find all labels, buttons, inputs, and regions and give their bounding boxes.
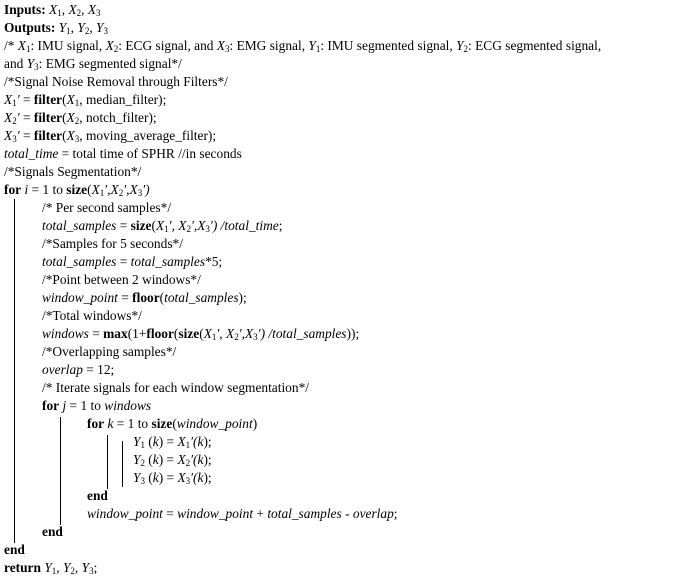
line-segment: = — [162, 506, 178, 521]
line-segment: , notch_filter); — [79, 110, 157, 125]
line-segment: ′) / — [209, 218, 225, 233]
line-segment: Y — [62, 560, 71, 575]
line-segment: Y — [58, 20, 67, 35]
algorithm-line — [4, 541, 25, 559]
line-segment: 1 — [51, 566, 57, 576]
algorithm-line — [42, 379, 309, 397]
line-segment: floor — [146, 326, 174, 341]
line-segment: k — [152, 452, 159, 467]
line-segment: X — [177, 470, 186, 485]
line-segment: window_point — [177, 506, 254, 521]
line-segment: 2 — [74, 116, 80, 126]
line-segment: 1 — [66, 26, 71, 36]
line-segment: X — [66, 110, 75, 125]
line-segment: 3 — [74, 134, 80, 144]
line-segment: return — [4, 560, 41, 575]
line-segment: X — [178, 218, 187, 233]
line-segment: 2 — [140, 458, 145, 468]
line-segment: 3 — [205, 224, 210, 234]
line-segment: Y — [44, 560, 52, 575]
line-segment: size — [66, 182, 88, 197]
algorithm-line — [87, 415, 257, 433]
line-segment: end — [4, 542, 25, 557]
line-segment: filter — [33, 92, 63, 107]
line-segment: and — [4, 56, 27, 71]
line-segment: ) = — [158, 434, 178, 449]
line-segment: end — [42, 524, 63, 539]
algorithm-line — [42, 325, 359, 343]
line-segment: 3 — [137, 188, 143, 198]
line-segment: X — [17, 38, 26, 53]
line-segment: ′) — [142, 182, 150, 197]
line-segment: /*Signal Noise Removal through Filters*/ — [4, 74, 228, 89]
line-segment: ′, — [168, 218, 179, 233]
line-segment: 1 — [185, 440, 191, 450]
line-segment: 2 — [76, 8, 82, 18]
line-segment: 3 — [140, 476, 145, 486]
line-segment: - — [341, 506, 353, 521]
line-segment: , — [70, 20, 78, 35]
line-segment: ( — [151, 218, 156, 233]
line-segment: + — [253, 506, 268, 521]
line-segment: , — [81, 2, 88, 17]
line-segment: window_point — [176, 416, 253, 431]
algorithm-line — [42, 271, 201, 289]
algorithm-line — [42, 199, 171, 217]
line-segment: : EMG signal, — [229, 38, 309, 53]
line-segment: 3 — [96, 8, 101, 18]
algorithm-line — [42, 361, 114, 379]
line-segment: k — [197, 434, 204, 449]
line-segment: 1 — [57, 8, 62, 18]
line-segment: total_samples — [42, 254, 117, 269]
line-segment: X — [226, 326, 235, 341]
line-segment: overlap — [42, 362, 83, 377]
line-segment: 1 — [12, 98, 17, 108]
line-segment: Inputs: — [4, 2, 46, 17]
line-segment: X — [66, 128, 75, 143]
algorithm-line — [42, 397, 151, 415]
line-segment: ); — [203, 452, 212, 467]
algorithm-line — [42, 289, 247, 307]
line-segment: ′ — [16, 92, 20, 107]
line-segment: total_time — [224, 218, 279, 233]
line-segment: (1+ — [127, 326, 147, 341]
line-segment: ( — [144, 452, 153, 467]
algorithm-line — [4, 19, 108, 37]
algorithm-line — [42, 217, 282, 235]
for-j-scope-bar — [60, 417, 61, 525]
line-segment: Y — [308, 38, 316, 53]
line-segment: = — [117, 290, 133, 305]
line-segment: total_samples — [164, 290, 239, 305]
line-segment: Y — [133, 434, 141, 449]
line-segment: filter — [33, 110, 63, 125]
line-segment: k — [152, 434, 159, 449]
algorithm-line — [4, 37, 601, 55]
line-segment: total_time — [4, 146, 59, 161]
line-segment: floor — [132, 290, 160, 305]
line-segment: ( — [173, 326, 179, 341]
line-segment: *5; — [205, 254, 223, 269]
line-segment: ( — [62, 92, 67, 107]
line-segment: Y — [456, 38, 464, 53]
line-segment: 2 — [185, 458, 191, 468]
line-segment: /*Point between 2 windows*/ — [42, 272, 201, 287]
algorithm-line — [4, 181, 150, 199]
line-segment: X — [66, 92, 75, 107]
algorithm-line — [42, 253, 222, 271]
algorithm-line — [133, 451, 212, 469]
line-segment: Y — [133, 452, 141, 467]
line-segment: ) = — [158, 452, 178, 467]
line-segment: /* Per second samples*/ — [42, 200, 172, 215]
line-segment: 2 — [234, 332, 239, 342]
line-segment: end — [87, 488, 108, 503]
line-segment: Y — [96, 20, 104, 35]
line-segment: = 1 to — [66, 398, 105, 413]
line-segment: = 12; — [82, 362, 115, 377]
line-segment: 3 — [185, 476, 191, 486]
line-segment: ; — [278, 218, 283, 233]
line-segment: ); — [203, 434, 212, 449]
line-segment: X — [203, 326, 212, 341]
line-segment: k — [197, 452, 204, 467]
line-segment: , moving_average_filter); — [79, 128, 217, 143]
line-segment: ( — [62, 128, 67, 143]
line-segment: X — [216, 38, 226, 53]
line-segment: j — [62, 398, 67, 413]
line-segment: 1 — [140, 440, 145, 450]
line-segment: total_samples — [130, 254, 206, 269]
line-segment: for — [4, 182, 22, 197]
line-segment: ′, — [123, 182, 130, 197]
line-segment: ; — [93, 560, 98, 575]
line-segment: filter — [33, 128, 63, 143]
line-segment: ′ — [16, 128, 20, 143]
line-segment: ′, — [216, 326, 226, 341]
algorithm-line — [42, 307, 142, 325]
line-segment: 3 — [103, 26, 108, 36]
line-segment: = 1 to — [28, 182, 67, 197]
line-segment: X — [155, 218, 165, 233]
line-segment: , — [56, 560, 63, 575]
line-segment: 1 — [211, 332, 217, 342]
line-segment: total_samples — [267, 506, 342, 521]
line-segment: ( — [172, 416, 177, 431]
line-segment: : IMU signal, — [30, 38, 106, 53]
line-segment: X — [110, 182, 119, 197]
line-segment: ′, — [238, 326, 245, 341]
line-segment: /*Total windows*/ — [42, 308, 142, 323]
for-i-scope-bar — [14, 199, 15, 543]
line-segment: X — [177, 434, 186, 449]
line-segment: X — [4, 92, 13, 107]
line-segment: i — [24, 182, 29, 197]
line-segment: /* — [4, 38, 18, 53]
line-segment: 3 — [225, 44, 230, 54]
line-segment: X — [87, 2, 97, 17]
line-segment: , — [89, 20, 97, 35]
line-segment: windows — [42, 326, 89, 341]
line-segment: 3 — [12, 134, 17, 144]
line-segment: , — [61, 2, 69, 17]
line-segment: : EMG segmented signal*/ — [38, 56, 182, 71]
line-segment: : IMU segmented signal, — [320, 38, 457, 53]
line-segment: for — [42, 398, 60, 413]
line-segment: ( — [62, 110, 67, 125]
line-segment: = — [116, 218, 131, 233]
line-segment: 2 — [186, 224, 191, 234]
line-segment: = — [116, 254, 131, 269]
line-segment: X — [197, 218, 206, 233]
line-segment: ( — [144, 434, 153, 449]
line-segment: 3 — [253, 332, 258, 342]
line-segment: X — [129, 182, 138, 197]
line-segment: 2 — [84, 26, 90, 36]
line-segment: ( — [199, 326, 204, 341]
line-segment: )); — [346, 326, 360, 341]
line-segment: 2 — [70, 566, 75, 576]
line-segment: size — [151, 416, 173, 431]
line-segment: X — [4, 128, 13, 143]
line-segment: ′, — [104, 182, 111, 197]
line-segment: ( — [87, 182, 92, 197]
line-segment: ′ — [16, 110, 20, 125]
line-segment: ); — [238, 290, 247, 305]
line-segment: ); — [203, 470, 212, 485]
line-segment: X — [177, 452, 186, 467]
algorithm-line — [133, 433, 212, 451]
line-segment: 1 — [25, 44, 31, 54]
line-segment: Y — [81, 560, 90, 575]
line-segment: /*Overlapping samples*/ — [42, 344, 177, 359]
line-segment: 2 — [118, 188, 124, 198]
algorithm-line — [4, 145, 242, 163]
line-segment: = — [19, 92, 34, 107]
line-segment: = 1 to — [113, 416, 152, 431]
line-segment: 1 — [99, 188, 105, 198]
line-segment: size — [178, 326, 200, 341]
line-segment: total_samples — [272, 326, 347, 341]
algorithm-line — [133, 469, 212, 487]
line-segment: 2 — [113, 44, 119, 54]
line-segment: : ECG segmented signal, — [468, 38, 602, 53]
algorithm-line — [4, 127, 216, 145]
line-segment: ′( — [190, 470, 198, 485]
line-segment: Y — [77, 20, 85, 35]
line-segment: 3 — [34, 62, 39, 72]
line-segment: 1 — [164, 224, 169, 234]
line-segment: 2 — [463, 44, 469, 54]
algorithm-line — [87, 487, 108, 505]
line-segment: /*Samples for 5 seconds*/ — [42, 236, 183, 251]
line-segment: ) — [252, 416, 258, 431]
line-segment: size — [130, 218, 152, 233]
line-segment: k — [152, 470, 159, 485]
line-segment: = total time of SPHR //in seconds — [58, 146, 242, 161]
algorithm-line — [87, 505, 398, 523]
line-segment: X — [105, 38, 114, 53]
line-segment: X — [68, 2, 77, 17]
algorithm-line — [42, 523, 63, 541]
line-segment: = — [19, 128, 34, 143]
line-segment: ′( — [190, 452, 198, 467]
line-segment: Outputs: — [4, 20, 56, 35]
line-segment: window_point — [87, 506, 163, 521]
algorithm-line — [4, 73, 228, 91]
line-segment: ′( — [190, 434, 198, 449]
line-segment: /* Iterate signals for each window segmentation*/ — [42, 380, 309, 395]
line-segment: 2 — [12, 116, 17, 126]
line-segment: window_point — [42, 290, 118, 305]
line-segment: , median_filter); — [79, 92, 167, 107]
line-segment: = — [19, 110, 34, 125]
line-segment: , — [74, 560, 82, 575]
algorithm-line — [4, 1, 101, 19]
line-segment: X — [49, 2, 58, 17]
line-segment: for — [87, 416, 105, 431]
line-segment: 3 — [89, 566, 94, 576]
algorithm-line — [4, 559, 97, 577]
line-segment: X — [4, 110, 13, 125]
line-segment: ) = — [158, 470, 178, 485]
line-segment: k — [197, 470, 204, 485]
line-segment: /*Signals Segmentation*/ — [4, 164, 142, 179]
for-k-scope-bar-inner — [122, 441, 123, 487]
line-segment: X — [244, 326, 254, 341]
line-segment: = — [88, 326, 104, 341]
line-segment: Y — [26, 56, 35, 71]
algorithm-line — [4, 91, 166, 109]
algorithm-line — [4, 109, 157, 127]
line-segment: ( — [159, 290, 165, 305]
algorithm-line — [42, 235, 183, 253]
line-segment: k — [107, 416, 114, 431]
line-segment: X — [91, 182, 100, 197]
line-segment: overlap — [352, 506, 394, 521]
line-segment: ′) / — [257, 326, 273, 341]
line-segment: ; — [393, 506, 398, 521]
line-segment: max — [103, 326, 128, 341]
line-segment: Y — [133, 470, 141, 485]
line-segment: total_samples — [42, 218, 117, 233]
line-segment: 1 — [315, 44, 321, 54]
line-segment: ( — [144, 470, 153, 485]
algorithm-line — [4, 55, 182, 73]
algorithm-line — [4, 163, 141, 181]
algorithm-line — [42, 343, 176, 361]
for-k-scope-bar — [107, 435, 108, 489]
line-segment: 1 — [74, 98, 80, 108]
line-segment: windows — [104, 398, 152, 413]
line-segment: : ECG signal, and — [118, 38, 217, 53]
line-segment: ′, — [190, 218, 198, 233]
